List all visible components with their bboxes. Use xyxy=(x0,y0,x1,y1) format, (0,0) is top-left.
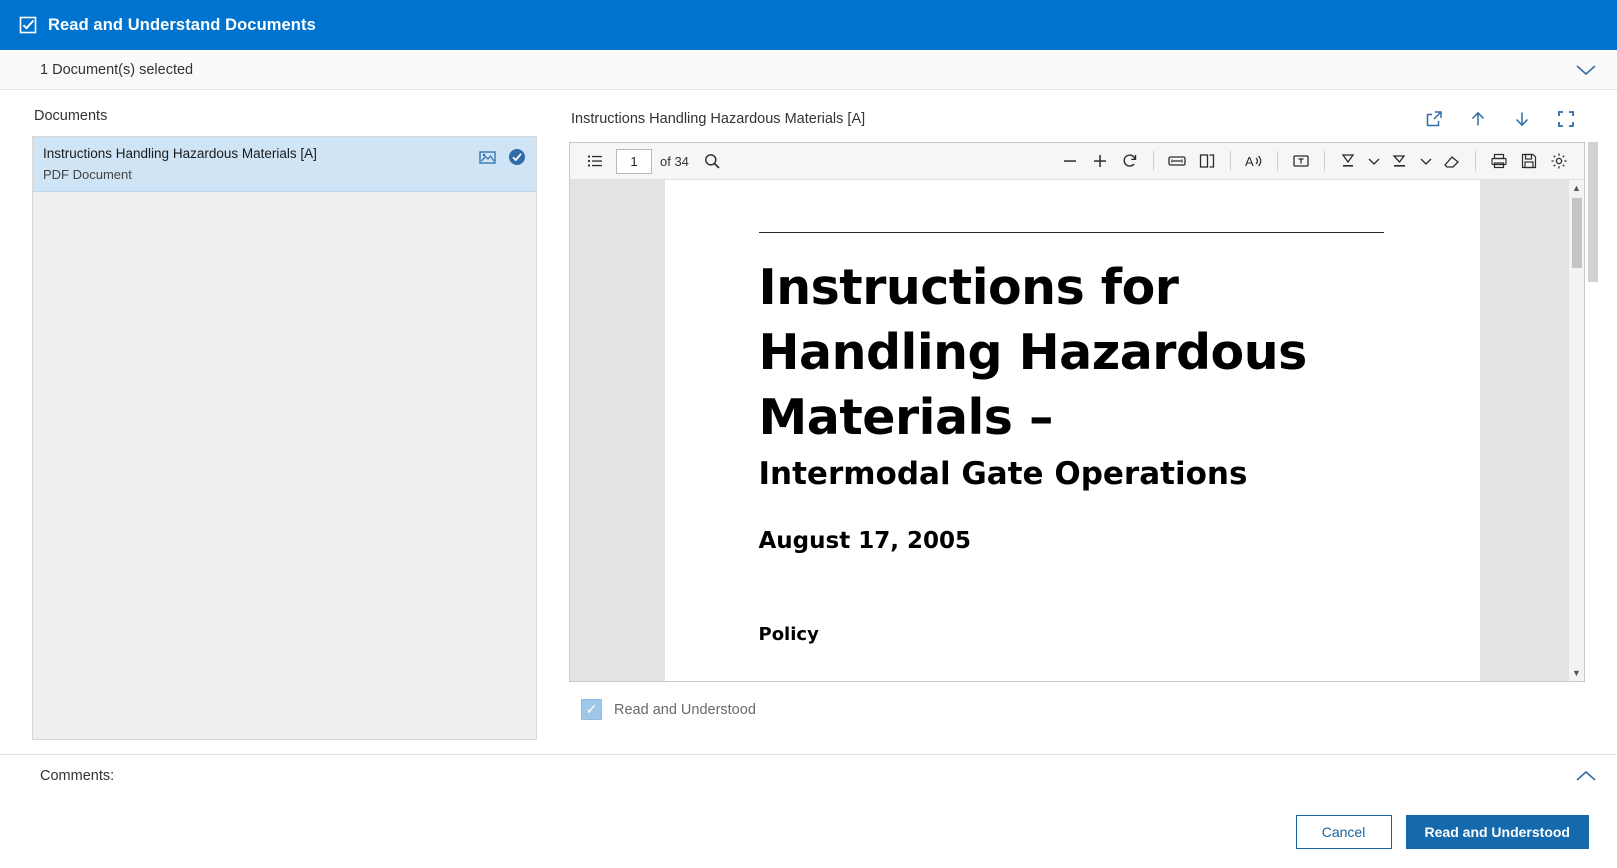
selection-count-label: 1 Document(s) selected xyxy=(40,61,194,78)
chevron-down-icon-2[interactable] xyxy=(1415,147,1437,175)
document-text xyxy=(43,144,478,182)
cancel-button[interactable]: Cancel xyxy=(1296,815,1392,849)
svg-text:A: A xyxy=(1245,154,1254,169)
toolbar-divider-2 xyxy=(1230,151,1231,171)
dialog-body xyxy=(0,90,1617,740)
documents-list[interactable] xyxy=(32,136,537,740)
pdf-toolbar xyxy=(570,143,1584,180)
doc-title-line2: Handling Hazardous xyxy=(758,324,1307,382)
documents-heading: Documents xyxy=(34,108,108,124)
toolbar-divider xyxy=(1153,151,1154,171)
doc-date: August 17, 2005 xyxy=(758,528,971,555)
chevron-down-icon[interactable] xyxy=(1363,147,1385,175)
viewer-scrollbar[interactable] xyxy=(1587,142,1599,740)
comments-label: Comments: xyxy=(40,767,115,784)
page-total-label: of 34 xyxy=(660,153,689,169)
viewer-scrollbar-thumb[interactable] xyxy=(1588,142,1598,282)
documents-panel xyxy=(32,104,537,740)
highlight-icon[interactable] xyxy=(1333,147,1363,175)
table-of-contents-icon[interactable] xyxy=(580,147,610,175)
doc-subtitle: Intermodal Gate Operations xyxy=(758,456,1248,493)
pdf-page xyxy=(665,180,1480,681)
read-aloud-icon[interactable] xyxy=(1239,147,1269,175)
pdf-viewer xyxy=(569,142,1585,740)
page-layout-icon[interactable] xyxy=(1192,147,1222,175)
doc-title-line3: Materials – xyxy=(758,389,1054,447)
read-and-understood-button[interactable]: Read and Understood xyxy=(1406,815,1589,849)
document-actions xyxy=(478,144,526,166)
read-understood-label: Read and Understood xyxy=(614,701,756,718)
read-understood-checkbox[interactable]: ✓ xyxy=(581,699,602,720)
window-title: Read and Understand Documents xyxy=(48,15,316,34)
pdf-frame xyxy=(569,142,1585,682)
checkbox-document-icon xyxy=(18,15,38,35)
list-item[interactable] xyxy=(33,137,536,192)
page-rule xyxy=(759,232,1384,233)
fullscreen-icon[interactable] xyxy=(1555,108,1577,130)
pdf-scrollbar-thumb[interactable] xyxy=(1572,198,1582,268)
scroll-down-arrow-icon[interactable]: ▼ xyxy=(1572,668,1581,678)
pdf-scrollbar[interactable] xyxy=(1568,180,1584,681)
minus-icon[interactable] xyxy=(1055,147,1085,175)
toolbar-divider-5 xyxy=(1475,151,1476,171)
print-icon[interactable] xyxy=(1484,147,1514,175)
check-circle-icon[interactable] xyxy=(508,148,526,166)
open-preview-icon[interactable] xyxy=(478,148,496,166)
draw-icon[interactable] xyxy=(1385,147,1415,175)
gear-icon[interactable] xyxy=(1544,147,1574,175)
search-icon[interactable] xyxy=(697,147,727,175)
chevron-up-icon[interactable] xyxy=(1573,763,1599,789)
viewer-panel xyxy=(569,104,1585,740)
arrow-down-icon[interactable] xyxy=(1511,108,1533,130)
arrow-up-icon[interactable] xyxy=(1467,108,1489,130)
doc-section-policy: Policy xyxy=(758,624,819,646)
add-text-icon[interactable] xyxy=(1286,147,1316,175)
document-name: Instructions Handling Hazardous Materials [A] xyxy=(43,146,317,161)
viewer-header xyxy=(571,108,1585,130)
dialog-footer xyxy=(0,796,1617,868)
viewer-tools xyxy=(1423,108,1585,130)
read-understood-row xyxy=(569,699,1585,720)
rotate-icon[interactable] xyxy=(1115,147,1145,175)
chevron-down-icon[interactable] xyxy=(1573,57,1599,83)
plus-icon[interactable] xyxy=(1085,147,1115,175)
eraser-icon[interactable] xyxy=(1437,147,1467,175)
doc-title-line1: Instructions for xyxy=(758,259,1179,316)
pdf-page-canvas[interactable] xyxy=(570,180,1584,681)
fit-page-icon[interactable] xyxy=(1162,147,1192,175)
open-in-new-window-icon[interactable] xyxy=(1423,108,1445,130)
page-number-input[interactable]: 1 xyxy=(616,149,652,174)
save-icon[interactable] xyxy=(1514,147,1544,175)
title-bar xyxy=(0,0,1617,50)
toolbar-divider-4 xyxy=(1324,151,1325,171)
document-type: PDF Document xyxy=(43,166,132,182)
viewer-title: Instructions Handling Hazardous Materials [A] xyxy=(571,111,866,127)
scroll-up-arrow-icon[interactable]: ▲ xyxy=(1572,183,1581,193)
selection-bar xyxy=(0,50,1617,90)
comments-bar xyxy=(0,754,1617,796)
toolbar-divider-3 xyxy=(1277,151,1278,171)
